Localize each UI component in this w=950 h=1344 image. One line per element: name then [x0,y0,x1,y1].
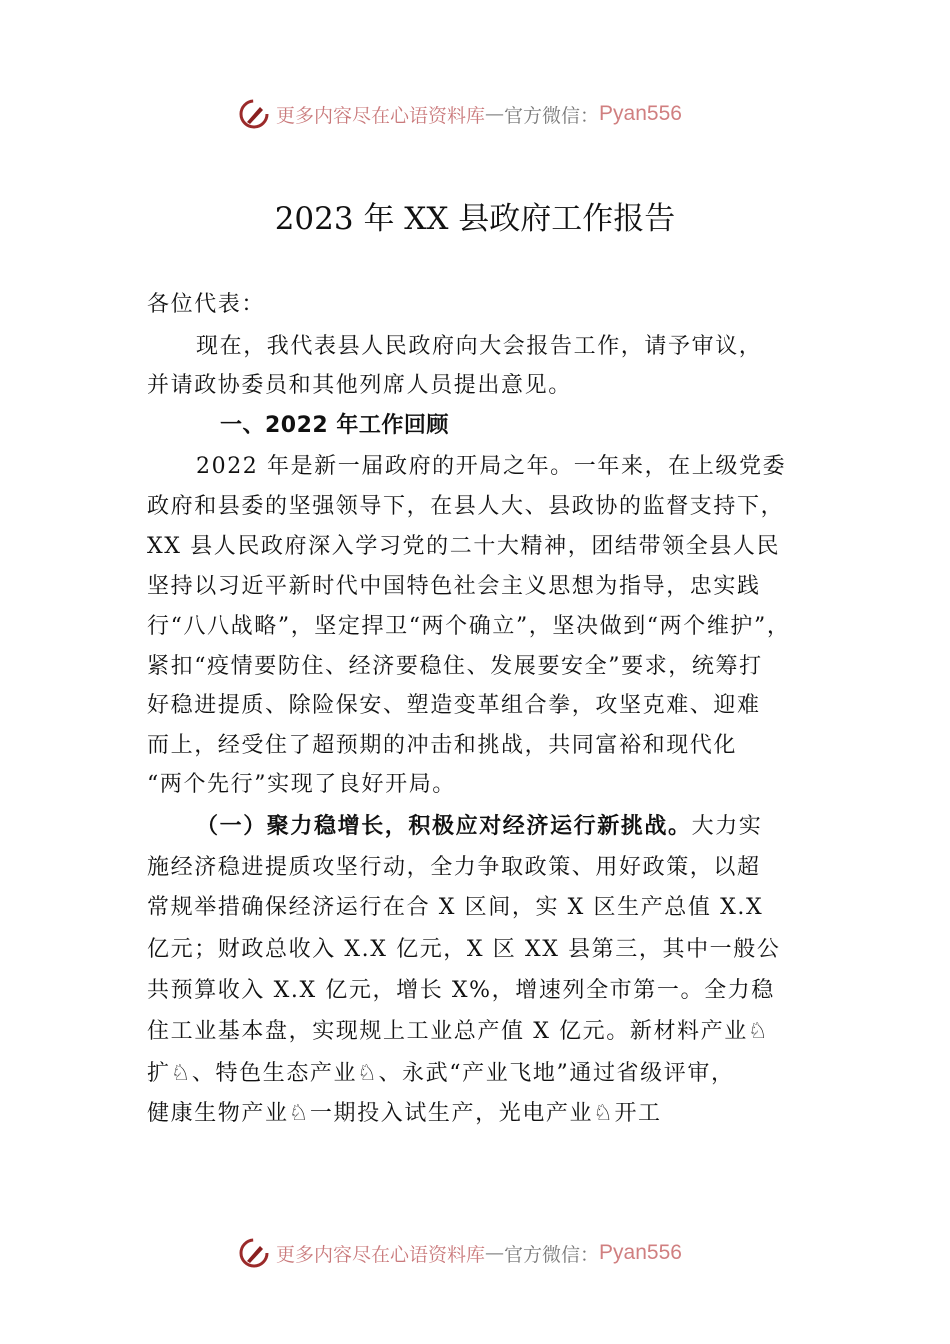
watermark-footer [238,1235,682,1271]
paragraph-line: 住工业基本盘，实现规上工业总产值 X 亿元。新材料产业♘ [147,1019,770,1044]
watermark-wechat-label: 官方微信： [504,104,600,127]
paragraph-line: 施经济稳进提质攻坚行动，全力争取政策、用好政策，以超 [147,855,761,880]
section-heading: 一、2022 年工作回顾 [220,413,449,438]
paragraph-line: XX 县人民政府深入学习党的二十大精神，团结带领全县人民 [147,534,781,559]
subsection-heading: （一）聚力稳增长，积极应对经济运行新挑战。 [196,813,692,839]
paragraph-line: 共预算收入 X.X 亿元，增长 X%，增速列全市第一。全力稳 [147,978,775,1003]
paragraph-line: 2022 年是新一届政府的开局之年。一年来，在上级党委 [196,454,787,479]
watermark-wechat-label: 官方微信： [504,1243,600,1266]
pen-logo-icon [238,1237,270,1269]
paragraph-line: 好稳进提质、除险保安、塑造变革组合拳，攻坚克难、迎难 [147,693,761,718]
watermark-dash: — [485,1242,505,1264]
watermark-site: 更多内容尽在心语资料库 [276,104,486,127]
watermark-site: 更多内容尽在心语资料库 [276,1243,486,1266]
watermark-wechat-id: Pyan556 [599,102,682,125]
salutation: 各位代表： [147,292,266,317]
paragraph-line: 扩♘、特色生态产业♘、永武“产业飞地”通过省级评审， [147,1061,735,1086]
paragraph-line: 坚持以习近平新时代中国特色社会主义思想为指导，忠实践 [147,574,761,599]
subsection-text: 大力实 [691,814,763,839]
document-title: 2023 年 XX 县政府工作报告 [274,201,676,237]
paragraph-line: 政府和县委的坚强领导下，在县人大、县政协的监督支持下， [147,494,785,519]
paragraph-line: 常规举措确保经济运行在合 X 区间，实 X 区生产总值 X.X [147,895,764,920]
pen-logo-icon [238,98,270,130]
paragraph-line: 并请政协委员和其他列席人员提出意见。 [147,373,572,398]
paragraph-line: 现在，我代表县人民政府向大会报告工作，请予审议， [196,334,763,359]
paragraph-line: 紧扣“疫情要防住、经济要稳住、发展要安全”要求，统筹打 [147,654,763,679]
paragraph-line: 而上，经受住了超预期的冲击和挑战，共同富裕和现代化 [147,733,738,758]
watermark-header [238,96,682,132]
paragraph-line: 健康生物产业♘一期投入试生产，光电产业♘开工 [147,1101,662,1126]
paragraph-line: “两个先行”实现了良好开局。 [147,772,456,797]
watermark-dash: — [485,103,505,125]
subsection-line [196,811,762,842]
paragraph-line: 亿元；财政总收入 X.X 亿元，X 区 XX 县第三，其中一般公 [147,937,781,962]
paragraph-line: 行“八八战略”，坚定捍卫“两个确立”，坚决做到“两个维护”， [147,614,791,639]
watermark-wechat-id: Pyan556 [599,1241,682,1264]
